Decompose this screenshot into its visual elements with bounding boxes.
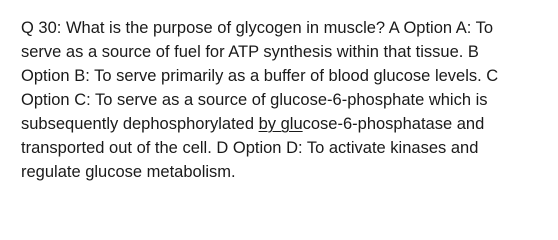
question-line [21, 112, 541, 136]
question-line: Option C: To serve as a source of glucose-6-phosphate which is [21, 91, 488, 109]
question-line: regulate glucose metabolism. [21, 163, 236, 181]
question-line: serve as a source of fuel for ATP synthesis within that tissue. B [21, 43, 479, 61]
underlined-link-text[interactable]: by glu [258, 115, 303, 133]
question-text [21, 16, 541, 184]
question-line: Q 30: What is the purpose of glycogen in muscle? A Option A: To [21, 19, 494, 37]
question-line: Option B: To serve primarily as a buffer of blood glucose levels. C [21, 67, 499, 85]
question-line: transported out of the cell. D Option D: To activate kinases and [21, 139, 479, 157]
line-text-before-link: subsequently dephosphorylated [21, 115, 259, 133]
line-text-after-link: cose-6-phosphatase and [302, 115, 485, 133]
